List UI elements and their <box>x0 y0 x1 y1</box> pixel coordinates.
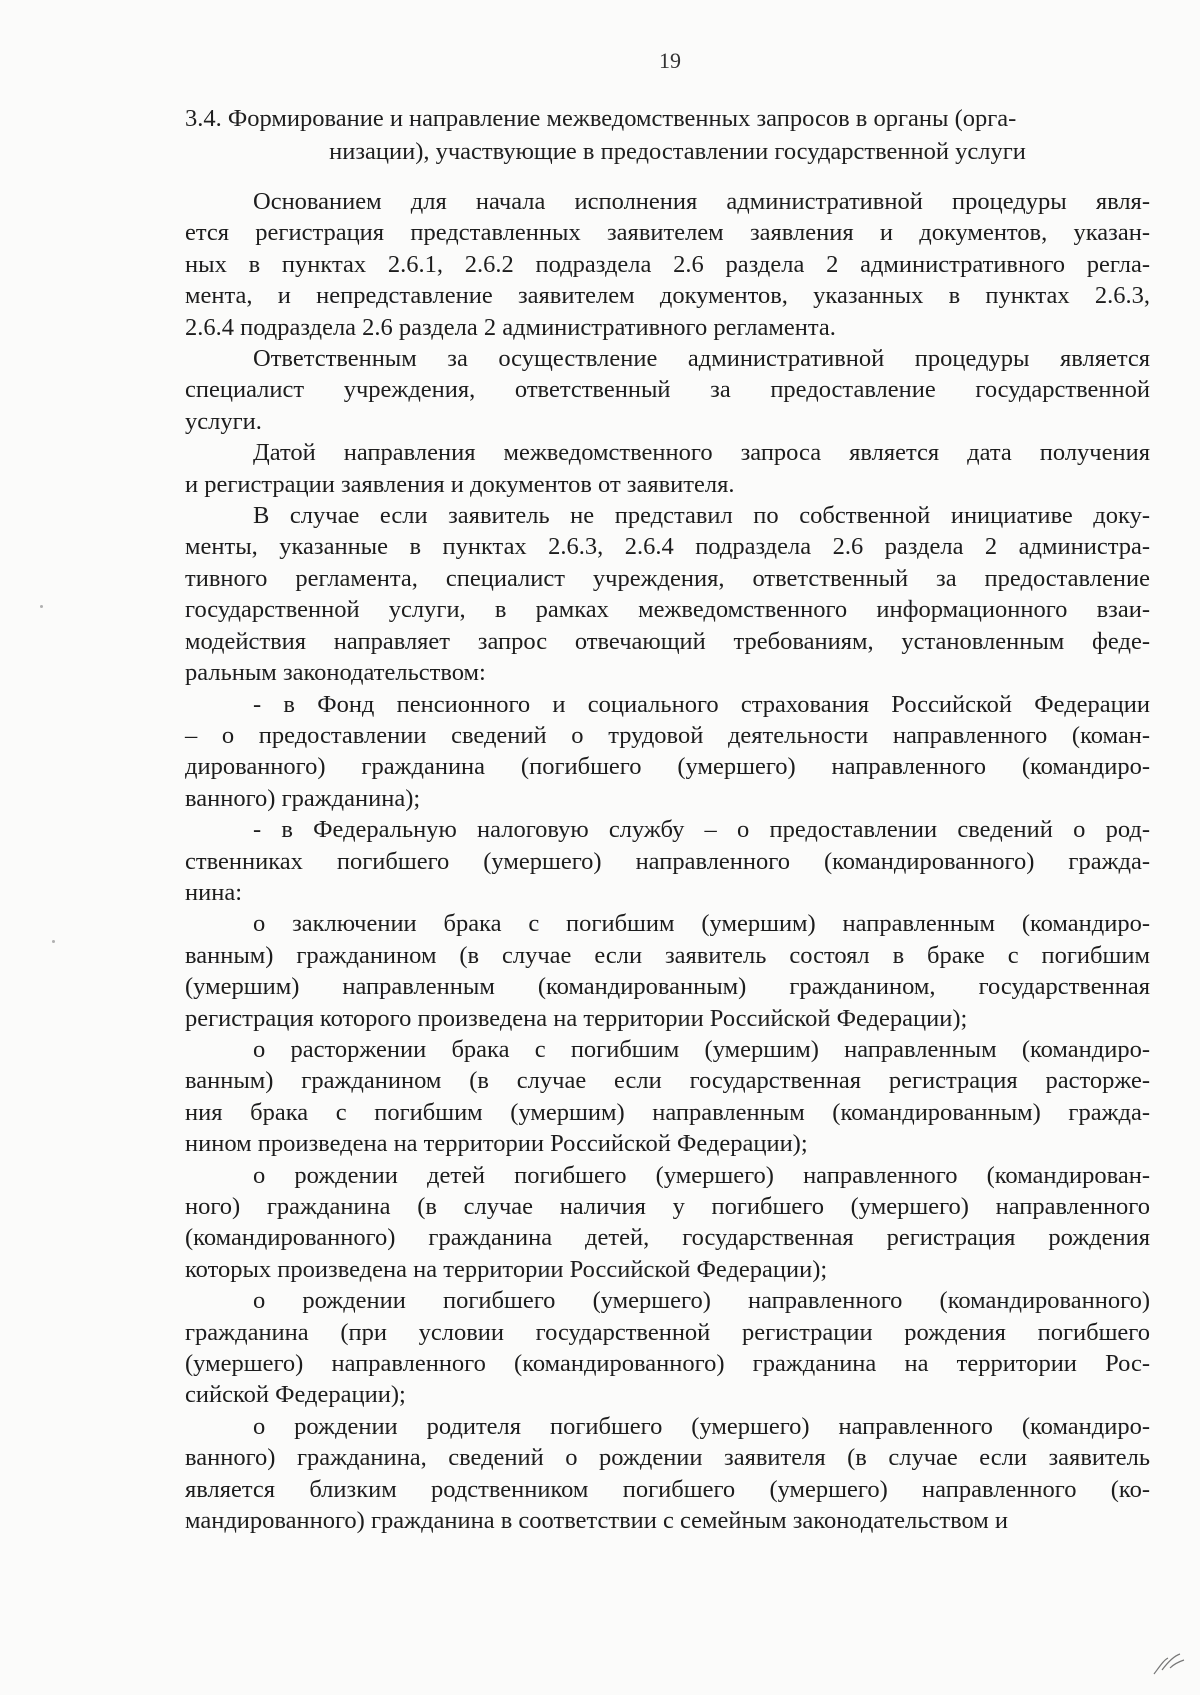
heading-line: 3.4. Формирование и направление межведомственных запросов в органы (орга- <box>185 105 1017 132</box>
text-line: гражданина (при условии государственной регистрации рождения погибшего <box>185 1318 1150 1346</box>
section-heading <box>185 102 1150 168</box>
text-line: и регистрации заявления и документов от заявителя. <box>185 470 735 498</box>
heading-line: низации), участвующие в предоставлении государственной услуги <box>329 138 1026 165</box>
text-line: о рождении погибшего (умершего) направленного (командированного) <box>253 1287 1150 1315</box>
text-line: - в Федеральную налоговую службу – о предоставлении сведений о род- <box>253 816 1150 844</box>
text-line: (умершим) направленным (командированным) гражданином, государственная <box>185 973 1150 1001</box>
text-line: является близким родственником погибшего (умершего) направленного (ко- <box>185 1475 1150 1503</box>
page-number: 19 <box>659 48 681 73</box>
paragraph <box>185 500 1150 688</box>
handwritten-initials-mark <box>1150 1648 1190 1678</box>
text-line: государственной услуги, в рамках межведомственного информационного взаи- <box>185 596 1150 624</box>
text-line: дированного) гражданина (погибшего (умершего) направленного (командиро- <box>185 753 1150 781</box>
text-line: В случае если заявитель не представил по собственной инициативе доку- <box>253 502 1150 530</box>
text-line: менты, указанные в пунктах 2.6.3, 2.6.4 подраздела 2.6 раздела 2 администра- <box>185 533 1150 561</box>
text-line: регистрация которого произведена на территории Российской Федерации); <box>185 1004 968 1032</box>
text-line: услуги. <box>185 407 262 435</box>
text-line: сийской Федерации); <box>185 1381 406 1409</box>
body-text <box>185 186 1150 1536</box>
text-line: ванным) гражданином (в случае если государственная регистрация расторже- <box>185 1067 1150 1095</box>
scan-speck <box>52 940 55 943</box>
paragraph <box>185 437 1150 500</box>
text-line: специалист учреждения, ответственный за предоставление государственной <box>185 376 1150 404</box>
text-line: ственниках погибшего (умершего) направленного (командированного) гражда- <box>185 847 1150 875</box>
paragraph <box>185 186 1150 343</box>
text-line: мандированного) гражданина в соответствии с семейным законодательством и <box>185 1507 1009 1535</box>
text-line: мента, и непредставление заявителем документов, указанных в пунктах 2.6.3, <box>185 282 1150 310</box>
text-line: тивного регламента, специалист учреждения, ответственный за предоставление <box>185 564 1150 592</box>
text-line: ральным законодательством: <box>185 659 486 687</box>
paragraph <box>185 1160 1150 1286</box>
text-line: (умершего) направленного (командированного) гражданина на территории Рос- <box>185 1350 1150 1378</box>
paragraph <box>185 343 1150 437</box>
text-line: - в Фонд пенсионного и социального страхования Российской Федерации <box>253 690 1150 718</box>
paragraph <box>185 1285 1150 1411</box>
text-line: о рождении родителя погибшего (умершего) направленного (командиро- <box>253 1412 1150 1440</box>
text-line: нина: <box>185 878 243 906</box>
paragraph <box>185 814 1150 908</box>
text-line: о рождении детей погибшего (умершего) направленного (командирован- <box>253 1161 1150 1189</box>
text-line: 2.6.4 подраздела 2.6 раздела 2 административного регламента. <box>185 313 836 341</box>
text-line: ванным) гражданином (в случае если заявитель состоял в браке с погибшим <box>185 941 1150 969</box>
text-line: Ответственным за осуществление административной процедуры является <box>253 345 1150 373</box>
text-line: нином произведена на территории Российской Федерации); <box>185 1130 808 1158</box>
text-line: (командированного) гражданина детей, государственная регистрация рождения <box>185 1224 1150 1252</box>
text-line: Датой направления межведомственного запроса является дата получения <box>253 439 1150 467</box>
text-line: ванного) гражданина); <box>185 784 421 812</box>
text-line: ных в пунктах 2.6.1, 2.6.2 подраздела 2.6 раздела 2 административного регла- <box>185 250 1150 278</box>
text-line: которых произведена на территории Российской Федерации); <box>185 1255 828 1283</box>
text-line: ется регистрация представленных заявителем заявления и документов, указан- <box>185 219 1150 247</box>
text-line: ного) гражданина (в случае наличия у погибшего (умершего) направленного <box>185 1193 1150 1220</box>
paragraph <box>185 689 1150 815</box>
paragraph <box>185 908 1150 1034</box>
text-line: о расторжении брака с погибшим (умершим) направленным (командиро- <box>253 1035 1150 1063</box>
paragraph <box>185 1411 1150 1537</box>
scan-speck <box>40 605 43 608</box>
text-line: ванного) гражданина, сведений о рождении заявителя (в случае если заявитель <box>185 1444 1150 1472</box>
text-line: – о предоставлении сведений о трудовой деятельности направленного (коман- <box>185 721 1150 749</box>
text-line: ния брака с погибшим (умершим) направленным (командированным) гражда- <box>185 1098 1150 1126</box>
text-line: о заключении брака с погибшим (умершим) направленным (командиро- <box>253 910 1150 938</box>
paragraph <box>185 1034 1150 1160</box>
text-line: Основанием для начала исполнения административной процедуры явля- <box>253 188 1150 215</box>
text-line: модействия направляет запрос отвечающий требованиям, установленным феде- <box>185 627 1150 655</box>
